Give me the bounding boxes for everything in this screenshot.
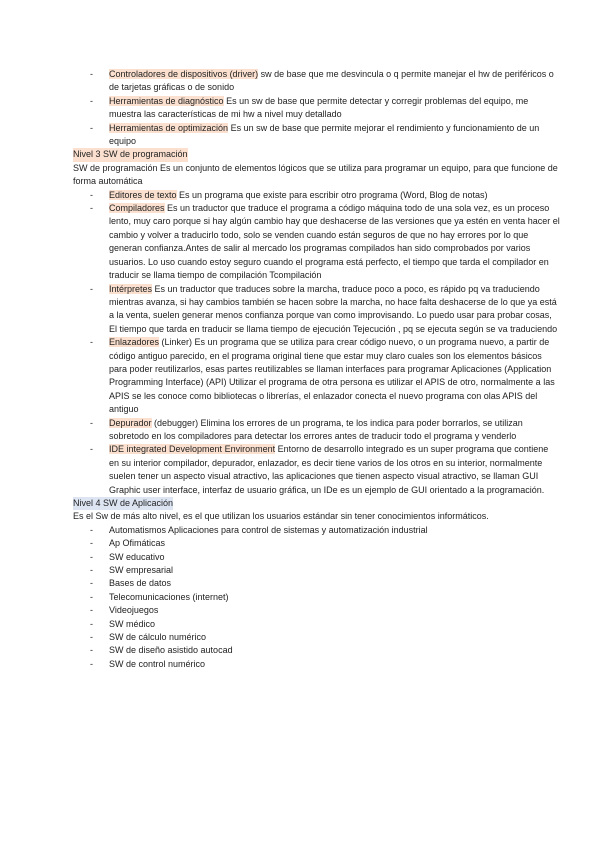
list-item [73,189,560,202]
list-item: - SW de cálculo numérico [73,631,560,644]
item-text: Es un traductor que traduces sobre la marcha, traduce poco a poco, es rápido pq va traduciendo mientras avanza, si hay cambios también se hacen sobre la marcha, no hace falta deshacerse de lo que ya está a la venta, suelen generar menos confianza porque van como improvisando. Lo puedo usar para probar cosas, El tiempo que tarda en traducir se llama tiempo de ejecución Tejecución , pq se ejecuta según se va traduciendo [109,283,558,334]
section-intro: SW de programación Es un conjunto de elementos lógicos que se utiliza para programar un equipo, para que funcione de forma automática [73,162,558,187]
list-item: - Videojuegos [73,604,560,617]
section-4 [73,497,560,524]
list-item [73,336,560,416]
term-highlight: Editores de texto [109,189,177,200]
item-text: (Linker) Es un programa que se utiliza para crear código nuevo, o un programa nuevo, a partir de código antiguo parecido, en el programa original tiene que estar muy claro cuales son los elementos básicos para poder reutilizarlos, esas partes reutilizables se llaman interfaces para programar Aplicaciones (Application Programming Interface) (API) Utilizar el programa de otra persona es utilizar el APIS de otro, normalmente a las APIS se les conoce como bibliotecas o librerías, el enlazador conecta el nuevo programa con olas APIS del antiguo [109,337,555,415]
utility-software-list [73,68,560,148]
term-highlight: Intérpretes [109,283,153,294]
list-item: - Ap Ofimáticas [73,537,560,550]
term-highlight: Compiladores [109,203,165,214]
term-highlight: Herramientas de optimización [109,122,229,133]
term-highlight: Herramientas de diagnóstico [109,95,224,106]
term-highlight: Controladores de dispositivos (driver) [109,69,259,79]
section-heading: Nivel 4 SW de Aplicación [73,497,173,510]
item-text: Es un sw de base que permite mejorar el rendimiento y funcionamiento de un equipo [109,122,540,147]
list-item [73,443,560,497]
section-heading: Nivel 3 SW de programación [73,148,188,161]
term-highlight: IDE integrated Development Environment [109,444,276,455]
list-item: - Bases de datos [73,577,560,590]
item-text: sw de base que me desvincula o q permite manejar el hw de periféricos o de tarjetas gráficas o de sonido [109,69,554,93]
list-item [73,122,560,149]
section-intro: Es el Sw de más alto nivel, es el que utilizan los usuarios estándar sin tener conocimientos informáticos. [73,511,489,522]
term-highlight: Depurador [109,417,152,428]
list-item: - SW educativo [73,551,560,564]
list-item: - SW empresarial [73,564,560,577]
item-text: Es un traductor que traduce el programa a código máquina todo de una sola vez, es un proceso lento, muy caro porque si hay algún cambio hay que deshacerse de las versiones que ya estén en venta hacer el cambio y volver a traducirlo todo, solo se venden cuando están seguros de que no hay errores por lo que generan confianza.Antes de salir al mercado los programas compilados han sido comprobados por varios usuarios. Lo uso cuando estoy seguro cuando el programa está perfecto, el tiempo que tarda el compilador en traducir se llama tiempo de compilación Tcompilación [109,203,560,281]
list-item: - Automatismos Aplicaciones para control de sistemas y automatización industrial [73,524,560,537]
programming-software-list [73,189,560,497]
list-item [73,95,560,122]
list-item: - SW de diseño asistido autocad [73,644,560,657]
item-text: Es un sw de base que permite detectar y corregir problemas del equipo, me muestra las características de mi hw a nivel muy detallado [109,95,529,120]
section-3 [73,148,560,188]
application-software-list [73,524,560,671]
list-item: - SW médico [73,618,560,631]
list-item: - SW de control numérico [73,658,560,671]
list-item [73,202,560,282]
list-item [73,417,560,444]
item-text: Entorno de desarrollo integrado es un super programa que contiene en su interior compilador, depurador, enlazador, es decir tiene varios de los otros en su interior, normalmente suelen tener un aspecto visual atractivo, las aplicaciones que tienen aspecto visual atractivo, se llaman GUI Graphic user interface, interfaz de usuario gráfica, un IDe es un ejemplo de GUI orientado a la programación. [109,444,549,495]
item-text: (debugger) Elimina los errores de un programa, te los indica para poder borrarlos, se utilizan sobretodo en los compiladores para detectar los errores antes de traducir todo el programa y venderlo [109,417,523,441]
list-item: - Telecomunicaciones (internet) [73,591,560,604]
list-item [73,68,560,95]
list-item [73,283,560,337]
term-highlight: Enlazadores [109,337,160,348]
item-text: Es un programa que existe para escribir otro programa (Word, Blog de notas) [176,189,488,200]
